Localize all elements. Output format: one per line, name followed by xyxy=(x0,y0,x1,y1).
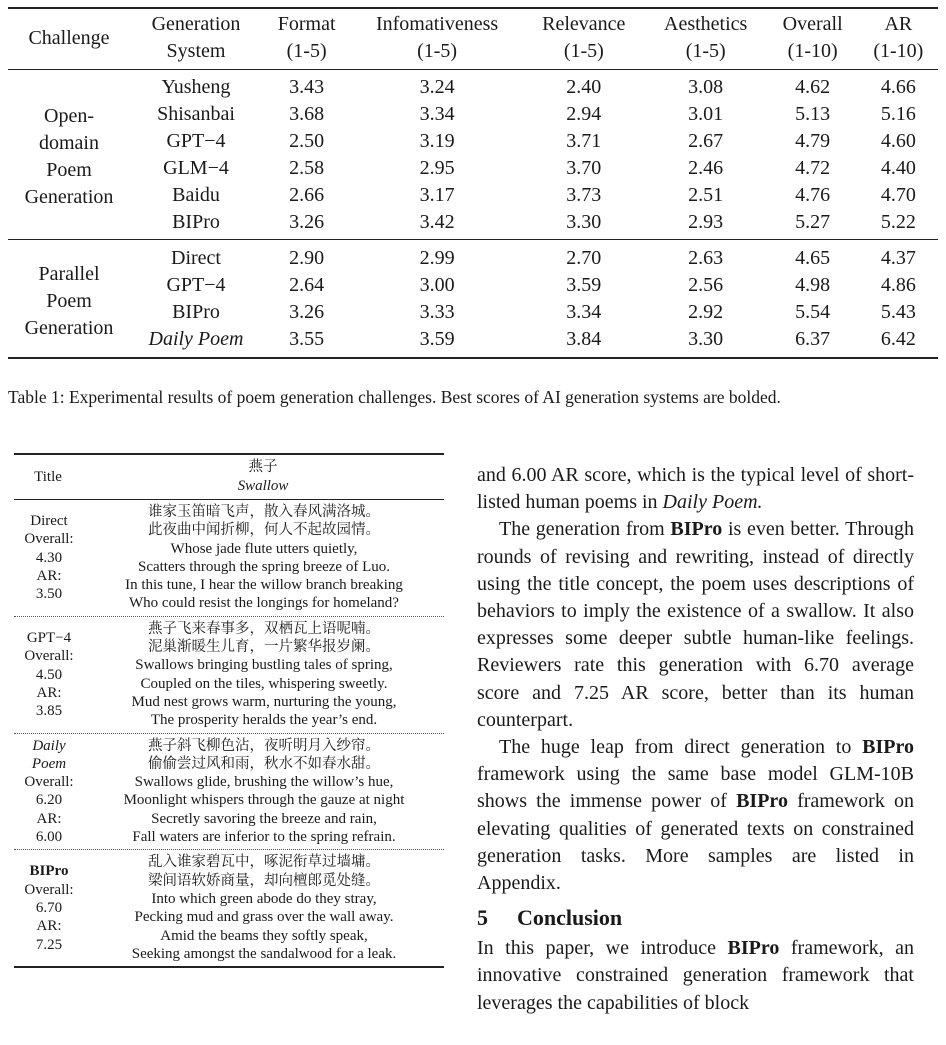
score-cell: 6.37 xyxy=(795,328,831,350)
score-cell: 2.56 xyxy=(688,274,724,296)
challenge-text: Generation xyxy=(24,316,114,339)
poem-sample-row xyxy=(14,733,444,850)
table-group-parallel xyxy=(8,240,938,359)
table-row xyxy=(8,70,938,102)
score-cell: 3.26 xyxy=(289,301,325,323)
score-cell: 2.94 xyxy=(566,103,602,125)
poem-line-en: Who could resist the longings for homeland? xyxy=(129,595,399,612)
system-name: Daily xyxy=(32,737,66,754)
score-cell: 3.59 xyxy=(566,274,602,296)
poem-line-zh: 梁间语软娇商量，却向檀郎觅处缝。 xyxy=(148,872,380,889)
score-cell: 4.86 xyxy=(880,274,916,296)
poem-line-en: In this tune, I hear the willow branch breaking xyxy=(125,577,403,594)
score-cell: 4.60 xyxy=(880,130,916,152)
poem-line-en: Secretly savoring the breeze and rain, xyxy=(151,810,377,827)
score-ar-label: AR: xyxy=(36,684,62,701)
score-cell: 2.93 xyxy=(688,211,724,233)
score-cell: 3.19 xyxy=(419,130,455,152)
score-cell: 2.40 xyxy=(566,76,602,98)
score-ar-label: AR: xyxy=(36,918,62,935)
score-cell: 3.34 xyxy=(419,103,455,125)
poem-line-en: Amid the beams they softly speak, xyxy=(160,927,368,944)
score-cell: 2.58 xyxy=(289,157,325,179)
score-cell: 3.73 xyxy=(566,184,602,206)
results-table xyxy=(8,7,938,359)
score-overall-label: Overall: xyxy=(24,648,74,665)
table-group-open-domain xyxy=(8,70,938,240)
table-header-row xyxy=(8,8,938,70)
text: is even better. Through rounds of revising and rewriting, instead of directly using the title concept, the poem uses descriptions of behaviors to imply the existence of a swallow. It also expresses some deeper subtle human-like feelings. Reviewers rate this generation with 6.70 average score and 7.25 AR score, better than its human counterpart. xyxy=(477,518,914,731)
table-row xyxy=(8,155,938,182)
header-relevance xyxy=(523,8,645,70)
header-text: (1-10) xyxy=(787,40,838,62)
paragraph xyxy=(477,734,914,897)
score-cell: 4.79 xyxy=(795,130,831,152)
header-text: System xyxy=(166,40,226,62)
score-overall: 4.30 xyxy=(35,549,63,566)
paragraph xyxy=(477,516,914,734)
score-cell: 5.54 xyxy=(795,301,831,323)
challenge-cell xyxy=(8,240,130,359)
score-ar-label: AR: xyxy=(36,810,62,827)
poem-line-en: Pecking mud and grass over the wall away. xyxy=(134,909,394,926)
score-overall: 6.70 xyxy=(35,900,63,917)
header-text: Challenge xyxy=(28,26,110,49)
poem-sample-row xyxy=(14,500,444,616)
table-row xyxy=(8,182,938,209)
poem-line-en: Scatters through the spring breeze of Luo. xyxy=(137,558,390,575)
poem-line-en: Mud nest grows warm, nurturing the young, xyxy=(131,693,397,710)
table-row xyxy=(8,209,938,240)
score-cell: 3.70 xyxy=(566,157,602,179)
section-number: 5 xyxy=(477,905,488,931)
table-row xyxy=(8,240,938,273)
header-text: (1-10) xyxy=(873,40,924,62)
score-cell: 3.08 xyxy=(688,76,724,98)
text: framework using the same base model GLM-10B shows the immense power of xyxy=(477,763,914,813)
system-cell: Direct xyxy=(171,247,221,269)
header-text: Format xyxy=(277,13,336,35)
score-cell: 2.63 xyxy=(688,247,724,269)
poem-line-en: Into which green abode do they stray, xyxy=(151,890,377,907)
score-ar: 3.85 xyxy=(35,703,63,720)
text: The generation from xyxy=(499,518,671,541)
challenge-cell xyxy=(8,70,130,240)
table-row xyxy=(8,326,938,358)
score-cell: 3.30 xyxy=(566,211,602,233)
system-cell: Yusheng xyxy=(161,76,231,98)
poem-table-header xyxy=(14,455,444,500)
table-row xyxy=(8,101,938,128)
score-cell: 5.22 xyxy=(880,211,916,233)
poem-sample-row xyxy=(14,616,444,733)
table-row xyxy=(8,299,938,326)
score-cell: 5.27 xyxy=(795,211,831,233)
score-ar-label: AR: xyxy=(36,568,62,585)
system-cell: GLM−4 xyxy=(163,157,229,179)
table-row xyxy=(8,128,938,155)
score-ar: 6.00 xyxy=(35,829,63,846)
poem-line-zh: 偷偷尝过风和雨，秋水不如春水甜。 xyxy=(148,755,380,772)
header-text: (1-5) xyxy=(563,40,604,62)
score-cell: 3.71 xyxy=(566,130,602,152)
poem-line-en: Whose jade flute utters quietly, xyxy=(170,540,358,557)
poem-line-zh: 乱入谁家碧瓦中，啄泥衔草过墙墉。 xyxy=(148,854,380,871)
score-cell: 4.37 xyxy=(880,247,916,269)
header-format xyxy=(262,8,351,70)
score-cell: 2.51 xyxy=(688,184,724,206)
score-cell: 4.40 xyxy=(880,157,916,179)
score-cell: 3.55 xyxy=(289,328,325,350)
score-cell: 4.66 xyxy=(880,76,916,98)
poem-line-en: Seeking amongst the sandalwood for a leak. xyxy=(131,945,397,962)
score-cell: 2.64 xyxy=(289,274,325,296)
score-cell: 4.62 xyxy=(795,76,831,98)
challenge-text: domain xyxy=(39,131,99,154)
text: framework, an innovative constrained generation framework that leverages the capabilities of block xyxy=(477,937,914,1014)
poem-line-en: Fall waters are inferior to the spring refrain. xyxy=(132,829,396,846)
score-ar: 3.50 xyxy=(35,586,63,603)
section-title: Conclusion xyxy=(517,905,623,931)
header-text: (1-5) xyxy=(685,40,726,62)
header-ar xyxy=(859,8,938,70)
score-cell: 5.13 xyxy=(795,103,831,125)
text-bold: BIPro xyxy=(670,518,723,541)
text-bold: BIPro xyxy=(736,790,788,813)
score-cell: 5.16 xyxy=(880,103,916,125)
poem-line-zh: 谁家玉笛暗飞声，散入春风满洛城。 xyxy=(148,504,380,520)
system-cell: GPT−4 xyxy=(166,130,226,152)
score-cell: 2.95 xyxy=(419,157,455,179)
score-cell: 3.68 xyxy=(289,103,325,125)
score-cell: 2.90 xyxy=(289,247,325,269)
score-cell: 3.84 xyxy=(566,328,602,350)
score-cell: 2.70 xyxy=(566,247,602,269)
score-cell: 3.17 xyxy=(419,184,455,206)
score-cell: 4.76 xyxy=(795,184,831,206)
poem-title xyxy=(82,458,444,496)
score-cell: 3.42 xyxy=(419,211,455,233)
poem-sample-row xyxy=(14,849,444,966)
poem-line-en: The prosperity heralds the year’s end. xyxy=(150,712,378,729)
section-heading xyxy=(477,903,914,933)
header-text: Overall xyxy=(782,13,843,35)
poem-samples-table xyxy=(14,453,444,968)
header-text: Infomativeness xyxy=(375,13,499,35)
system-cell: BIPro xyxy=(172,301,220,323)
score-cell: 3.59 xyxy=(419,328,455,350)
score-cell: 2.99 xyxy=(419,247,455,269)
text: In this paper, we introduce xyxy=(477,937,728,960)
poem-text xyxy=(84,503,444,613)
right-column-text xyxy=(477,462,914,1017)
table1-caption: Table 1: Experimental results of poem generation challenges. Best scores of AI generation systems are bolded. xyxy=(8,387,781,407)
poem-title-zh: 燕子 xyxy=(248,459,278,475)
score-overall-label: Overall: xyxy=(24,531,74,548)
header-aesthetics xyxy=(645,8,767,70)
system-cell: Baidu xyxy=(172,184,220,206)
poem-text xyxy=(84,737,444,847)
header-informativeness xyxy=(351,8,523,70)
challenge-text: Poem xyxy=(46,289,92,312)
score-cell: 3.43 xyxy=(289,76,325,98)
text-bold: BIPro xyxy=(862,736,914,759)
header-text: Aesthetics xyxy=(664,13,748,35)
text-bold: BIPro xyxy=(727,937,780,960)
poem-line-en: Moonlight whispers through the gauze at night xyxy=(123,792,405,809)
challenge-text: Generation xyxy=(24,185,114,208)
system-info xyxy=(14,862,84,953)
challenge-text: Parallel xyxy=(38,262,100,285)
score-cell: 3.24 xyxy=(419,76,455,98)
score-cell: 2.66 xyxy=(289,184,325,206)
header-text: (1-5) xyxy=(417,40,458,62)
poem-samples-body xyxy=(14,500,444,966)
score-cell: 4.72 xyxy=(795,157,831,179)
score-cell: 3.00 xyxy=(419,274,455,296)
score-cell: 4.65 xyxy=(795,247,831,269)
poem-line-en: Coupled on the tiles, whispering sweetly. xyxy=(140,675,388,692)
score-cell: 3.26 xyxy=(289,211,325,233)
text: framework on elevating qualities of generated texts on constrained generation tasks. More samples are listed in Appendix. xyxy=(477,790,915,895)
header-overall xyxy=(767,8,859,70)
score-cell: 2.92 xyxy=(688,301,724,323)
score-overall-label: Overall: xyxy=(24,881,74,898)
poem-text xyxy=(84,620,444,730)
paragraph xyxy=(477,935,914,1017)
system-info xyxy=(14,629,84,720)
score-overall-label: Overall: xyxy=(24,774,74,791)
score-ar: 7.25 xyxy=(35,936,63,953)
system-name: GPT−4 xyxy=(26,629,72,646)
text-italic: Daily Poem. xyxy=(662,491,763,514)
score-cell: 3.30 xyxy=(688,328,724,350)
challenge-text: Open- xyxy=(44,104,94,127)
text: and 6.00 AR score, which is the typical level of short-listed human poems in xyxy=(477,464,914,514)
poem-line-zh: 此夜曲中闻折柳，何人不起故园情。 xyxy=(148,522,380,539)
poem-text xyxy=(84,853,444,963)
system-cell: BIPro xyxy=(172,211,220,233)
challenge-text: Poem xyxy=(46,158,92,181)
system-name: BIPro xyxy=(29,863,69,880)
system-info xyxy=(14,512,84,603)
score-cell: 5.43 xyxy=(880,301,916,323)
system-cell: Daily Poem xyxy=(148,328,244,350)
header-text: (1-5) xyxy=(286,40,327,62)
score-cell: 3.01 xyxy=(688,103,724,125)
header-text: Relevance xyxy=(542,13,626,35)
system-name: Poem xyxy=(31,755,67,772)
score-cell: 3.34 xyxy=(566,301,602,323)
paragraph xyxy=(477,462,914,516)
system-cell: Shisanbai xyxy=(157,103,235,125)
header-system xyxy=(130,8,262,70)
score-cell: 2.46 xyxy=(688,157,724,179)
system-name: Direct xyxy=(30,513,68,530)
header-text: AR xyxy=(884,13,913,35)
header-text: Generation xyxy=(151,13,241,35)
poem-line-zh: 燕子斜飞柳色沾，夜听明月入纱帘。 xyxy=(148,737,380,754)
score-cell: 6.42 xyxy=(880,328,916,350)
score-cell: 2.50 xyxy=(289,130,325,152)
score-overall: 6.20 xyxy=(35,792,63,809)
score-cell: 4.70 xyxy=(880,184,916,206)
header-challenge xyxy=(8,8,130,70)
title-label: Title xyxy=(34,469,62,485)
text: The huge leap from direct generation to xyxy=(499,736,863,759)
poem-title-en: Swallow xyxy=(237,478,289,494)
system-info xyxy=(14,737,84,847)
score-cell: 2.67 xyxy=(688,130,724,152)
poem-line-zh: 泥巢渐暖生儿育，一片繁华报岁阑。 xyxy=(148,639,380,656)
system-cell: GPT−4 xyxy=(166,274,226,296)
score-cell: 4.98 xyxy=(795,274,831,296)
poem-line-en: Swallows bringing bustling tales of spring, xyxy=(135,657,393,674)
poem-line-zh: 燕子飞来春事多，双栖瓦上语呢喃。 xyxy=(148,620,380,637)
table-row xyxy=(8,272,938,299)
poem-line-en: Swallows glide, brushing the willow’s hue, xyxy=(134,774,394,791)
score-cell: 3.33 xyxy=(419,301,455,323)
score-overall: 4.50 xyxy=(35,666,63,683)
